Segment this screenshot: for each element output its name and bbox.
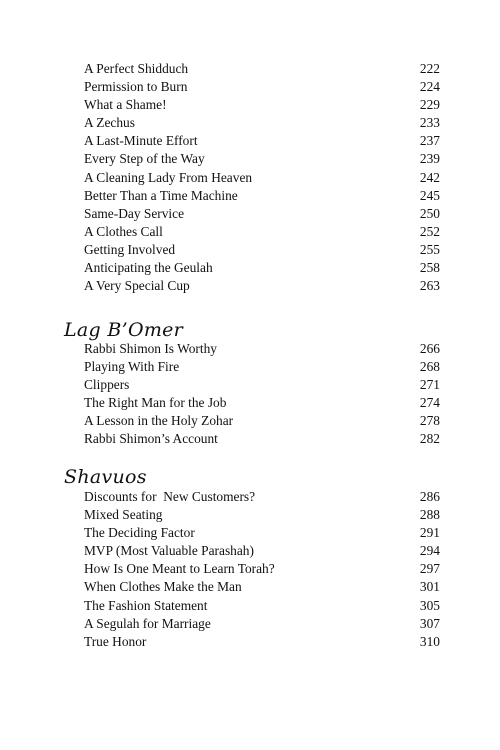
- toc-entry: [84, 412, 440, 430]
- toc-entry-page: 310: [419, 633, 440, 649]
- toc-entry-page: 274: [419, 395, 440, 411]
- toc-entry: [84, 430, 440, 448]
- toc-entry-title: A Clothes Call: [84, 223, 163, 239]
- toc-entry: [84, 340, 440, 358]
- toc-entry: [84, 150, 440, 168]
- toc-entry-page: 266: [419, 341, 440, 356]
- toc-entry-page: 242: [419, 169, 440, 185]
- toc-entry-page: 245: [419, 187, 440, 203]
- toc-entry-title: What a Shame!: [84, 97, 167, 113]
- toc-entry-title: A Zechus: [84, 115, 135, 131]
- toc-list-shavuos: [84, 488, 440, 651]
- toc-entry: [84, 488, 440, 506]
- toc-entry-title: Mixed Seating: [84, 507, 163, 523]
- toc-entry: [84, 114, 440, 132]
- toc-entry-page: 250: [419, 205, 440, 221]
- toc-entry-page: 297: [419, 561, 440, 577]
- toc-entry: [84, 78, 440, 96]
- toc-entry-title: The Right Man for the Job: [84, 395, 227, 411]
- toc-entry-title: Rabbi Shimon’s Account: [84, 431, 218, 447]
- toc-entry-page: 263: [419, 278, 440, 294]
- toc-entry-page: 286: [419, 489, 440, 504]
- toc-entry: [84, 96, 440, 114]
- toc-entry: [84, 205, 440, 223]
- toc-entry-title: A Segulah for Marriage: [84, 615, 211, 631]
- toc-entry-page: 271: [419, 377, 440, 393]
- toc-entry: [84, 633, 440, 651]
- toc-entry-page: 229: [419, 97, 440, 113]
- toc-entry-page: 258: [419, 260, 440, 276]
- toc-entry-title: A Lesson in the Holy Zohar: [84, 413, 234, 429]
- toc-entry-title: Playing With Fire: [84, 359, 180, 375]
- toc-entry-title: MVP (Most Valuable Parashah): [84, 543, 254, 559]
- toc-entry-page: 282: [419, 431, 440, 447]
- toc-entry-title: Anticipating the Geulah: [84, 260, 213, 276]
- toc-entry: [84, 542, 440, 560]
- toc-entry: [84, 597, 440, 615]
- toc-entry-title: Clippers: [84, 377, 130, 393]
- toc-entry-title: A Last-Minute Effort: [84, 133, 198, 149]
- toc-entry-title: Better Than a Time Machine: [84, 187, 238, 203]
- toc-entry-title: A Perfect Shidduch: [84, 61, 189, 76]
- toc-entry: [84, 358, 440, 376]
- toc-entry-page: 288: [419, 507, 440, 523]
- toc-entry-page: 294: [419, 543, 440, 559]
- toc-entry-page: 233: [419, 115, 440, 131]
- toc-entry: [84, 132, 440, 150]
- toc-entry: [84, 578, 440, 596]
- section-heading-lag-bomer: Lag B’Omer: [64, 319, 184, 341]
- toc-list-continued: [84, 60, 440, 295]
- toc-entry-page: 224: [419, 79, 440, 95]
- toc-entry-page: 252: [419, 223, 440, 239]
- toc-entry-title: A Very Special Cup: [84, 278, 190, 294]
- toc-entry: [84, 277, 440, 295]
- toc-entry-title: Every Step of the Way: [84, 151, 205, 167]
- toc-entry-page: 237: [419, 133, 440, 149]
- toc-entry: [84, 394, 440, 412]
- toc-entry-page: 301: [419, 579, 440, 595]
- toc-entry-title: Rabbi Shimon Is Worthy: [84, 341, 217, 356]
- toc-entry-title: Same-Day Service: [84, 205, 185, 221]
- toc-entry-page: 222: [419, 61, 440, 76]
- toc-entry-title: Getting Involved: [84, 241, 176, 257]
- toc-entry: [84, 506, 440, 524]
- toc-entry-page: 268: [419, 359, 440, 375]
- toc-entry: [84, 259, 440, 277]
- toc-entry: [84, 223, 440, 241]
- toc-entry-page: 291: [419, 525, 440, 541]
- section-heading-shavuos: Shavuos: [64, 466, 147, 488]
- toc-entry: [84, 60, 440, 78]
- toc-entry: [84, 187, 440, 205]
- toc-list-lag-bomer: [84, 340, 440, 449]
- toc-entry-title: Permission to Burn: [84, 79, 188, 95]
- toc-entry-title: True Honor: [84, 633, 147, 649]
- toc-entry-title: The Fashion Statement: [84, 597, 208, 613]
- toc-entry: [84, 169, 440, 187]
- toc-entry-page: 305: [419, 597, 440, 613]
- toc-entry-page: 307: [419, 615, 440, 631]
- toc-entry-title: When Clothes Make the Man: [84, 579, 242, 595]
- toc-entry-title: How Is One Meant to Learn Torah?: [84, 561, 275, 577]
- toc-entry: [84, 560, 440, 578]
- toc-entry-title: The Deciding Factor: [84, 525, 195, 541]
- toc-entry-page: 255: [419, 241, 440, 257]
- toc-entry-page: 239: [419, 151, 440, 167]
- toc-entry-page: 278: [419, 413, 440, 429]
- toc-entry-title: A Cleaning Lady From Heaven: [84, 169, 253, 185]
- toc-entry-title: Discounts for New Customers?: [84, 489, 256, 504]
- toc-entry: [84, 241, 440, 259]
- toc-entry: [84, 376, 440, 394]
- toc-entry: [84, 615, 440, 633]
- toc-entry: [84, 524, 440, 542]
